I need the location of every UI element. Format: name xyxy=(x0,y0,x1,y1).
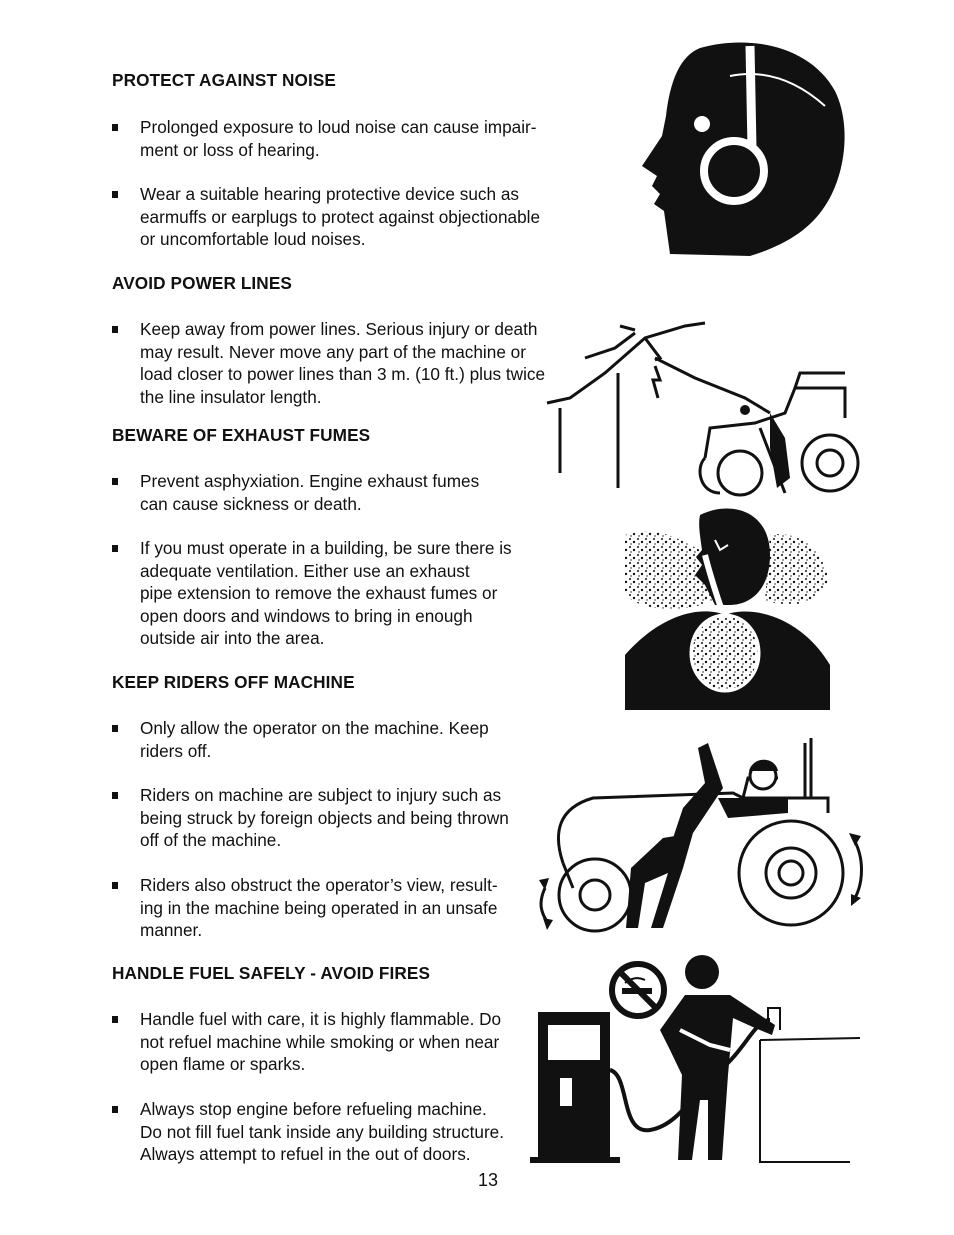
heading-beware-of-exhaust-fumes: BEWARE OF EXHAUST FUMES xyxy=(112,425,371,445)
bullet-marker xyxy=(112,725,118,732)
bullet-marker xyxy=(112,478,118,485)
heading-keep-riders-off-machine: KEEP RIDERS OFF MACHINE xyxy=(112,672,355,692)
exhaust-fumes-lungs-icon xyxy=(620,505,835,715)
bullet-text: Riders also obstruct the operator’s view, result- ing in the machine being operated in an unsafe manner. xyxy=(140,875,498,940)
bullet-marker xyxy=(112,882,118,889)
bullet-text: Always stop engine before refueling machine. Do not fill fuel tank inside any building structure. Always attempt to refuel in the out of doors. xyxy=(140,1099,505,1164)
refueling-no-smoking-icon xyxy=(530,950,865,1170)
bullet-marker xyxy=(112,1106,118,1113)
bullet-text: Keep away from power lines. Serious injury or death may result. Never move any part of the machine or load closer to power lines than 3 m. (10 ft.) plus twice the line insulator length. xyxy=(140,319,546,407)
heading-avoid-power-lines: AVOID POWER LINES xyxy=(112,273,292,293)
tractor-power-line-icon xyxy=(545,318,875,498)
bullet-text: Prolonged exposure to loud noise can cause impair- ment or loss of hearing. xyxy=(140,117,537,160)
bullet-marker xyxy=(112,326,118,333)
bullet-text: Handle fuel with care, it is highly flammable. Do not refuel machine while smoking or when near open flame or sparks. xyxy=(140,1009,502,1074)
bullet-text: Prevent asphyxiation. Engine exhaust fumes can cause sickness or death. xyxy=(140,471,480,514)
bullet-text: Riders on machine are subject to injury such as being struck by foreign objects and being thrown off of the machine. xyxy=(140,785,509,850)
bullet-marker xyxy=(112,191,118,198)
heading-handle-fuel-safely: HANDLE FUEL SAFELY - AVOID FIRES xyxy=(112,963,431,983)
rider-on-tractor-icon xyxy=(533,738,868,938)
heading-protect-against-noise: PROTECT AGAINST NOISE xyxy=(112,70,336,90)
bullet-text: If you must operate in a building, be sure there is adequate ventilation. Either use an exhaust pipe extension to remove the exhaust fumes or open doors and windows to bring in enough outside air into the area. xyxy=(140,538,512,648)
bullet-text: Wear a suitable hearing protective device such as earmuffs or earplugs to protect against objectionable or uncomfortable loud noises. xyxy=(140,184,541,249)
bullet-marker xyxy=(112,545,118,552)
bullet-text: Only allow the operator on the machine. Keep riders off. xyxy=(140,718,489,761)
head-with-earmuffs-icon xyxy=(630,36,850,266)
page-number: 13 xyxy=(478,1170,499,1190)
fuel-pump-icon xyxy=(530,1012,620,1163)
bullet-marker xyxy=(112,1016,118,1023)
bullet-marker xyxy=(112,124,118,131)
bullet-marker xyxy=(112,792,118,799)
